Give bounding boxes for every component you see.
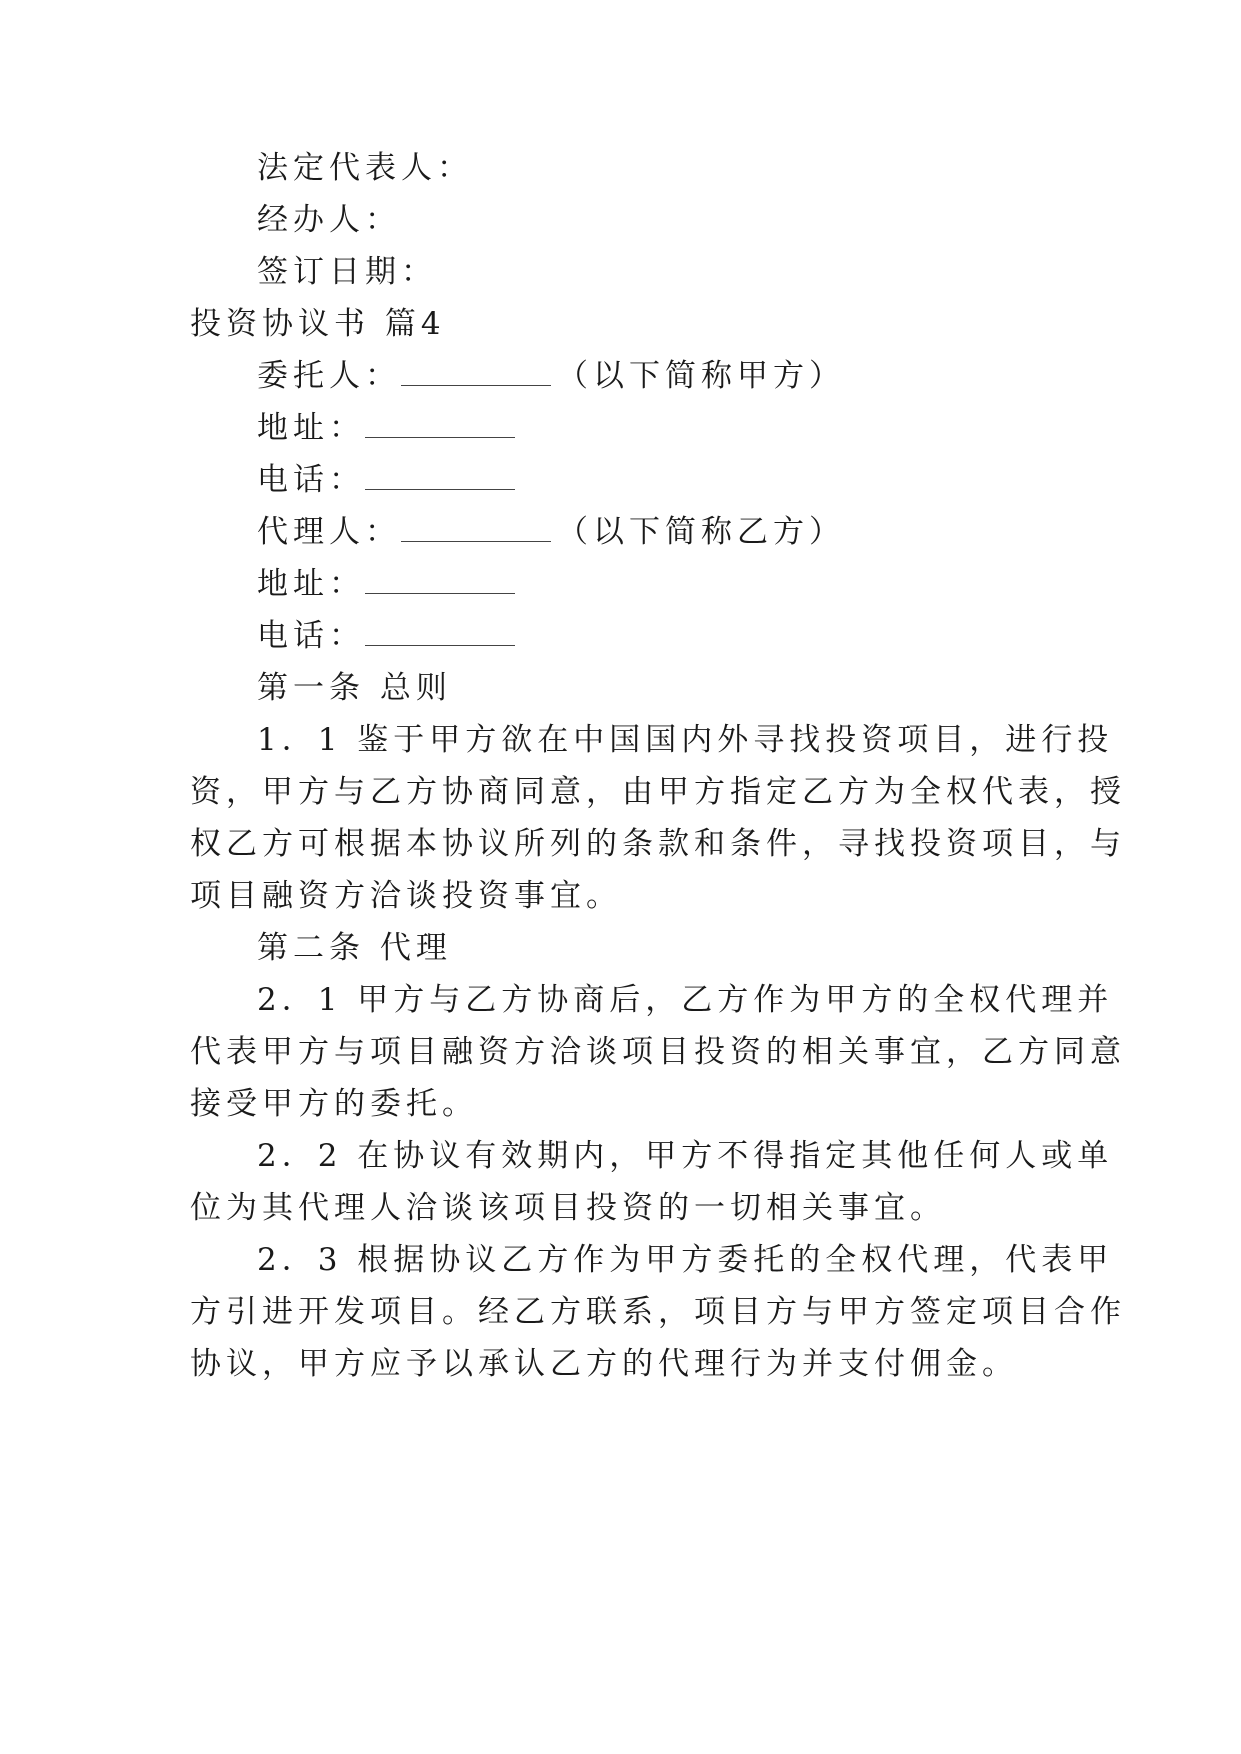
agent-phone-blank: [365, 619, 515, 646]
clause-2-2-line: 2．2 在协议有效期内，甲方不得指定其他任何人或单: [257, 1138, 1114, 1174]
signing-date-line: 签订日期：: [257, 254, 437, 290]
clause-2-1-line: 接受甲方的委托。: [190, 1086, 478, 1122]
handler-line: 经办人：: [257, 202, 401, 238]
agent-address-blank: [365, 567, 515, 594]
article1-line: 权乙方可根据本协议所列的条款和条件，寻找投资项目，与: [190, 826, 1126, 862]
agent-phone-label: 电话：: [257, 618, 365, 654]
principal-phone-label: 电话：: [257, 462, 365, 498]
legal-representative-line: 法定代表人：: [257, 150, 473, 186]
section-title: 投资协议书 篇4: [190, 306, 446, 342]
article1-line: 资，甲方与乙方协商同意，由甲方指定乙方为全权代表，授: [190, 774, 1126, 810]
agent-suffix: （以下简称乙方）: [557, 514, 845, 550]
principal-suffix: （以下简称甲方）: [557, 358, 845, 394]
principal-address-line: [0, 408, 1241, 448]
principal-address-blank: [365, 411, 515, 438]
principal-line: [0, 356, 1241, 396]
clause-2-1-line: 代表甲方与项目融资方洽谈项目投资的相关事宜，乙方同意: [190, 1034, 1126, 1070]
clause-2-1-line: 2．1 甲方与乙方协商后，乙方作为甲方的全权代理并: [257, 982, 1114, 1018]
principal-address-label: 地址：: [257, 410, 365, 446]
agent-address-line: [0, 564, 1241, 604]
principal-label: 委托人：: [257, 358, 401, 394]
clause-2-3-line: 2．3 根据协议乙方作为甲方委托的全权代理，代表甲: [257, 1242, 1114, 1278]
clause-2-3-line: 方引进开发项目。经乙方联系，项目方与甲方签定项目合作: [190, 1294, 1126, 1330]
article1-heading: 第一条 总则: [257, 670, 452, 706]
agent-address-label: 地址：: [257, 566, 365, 602]
principal-phone-blank: [365, 463, 515, 490]
principal-phone-line: [0, 460, 1241, 500]
agent-blank: [401, 515, 551, 542]
agent-phone-line: [0, 616, 1241, 656]
article1-line: 1．1 鉴于甲方欲在中国国内外寻找投资项目，进行投: [257, 722, 1114, 758]
clause-2-3-line: 协议，甲方应予以承认乙方的代理行为并支付佣金。: [190, 1346, 1018, 1382]
article1-line: 项目融资方洽谈投资事宜。: [190, 878, 622, 914]
agent-line: [0, 512, 1241, 552]
principal-blank: [401, 359, 551, 386]
clause-2-2-line: 位为其代理人洽谈该项目投资的一切相关事宜。: [190, 1190, 946, 1226]
article2-heading: 第二条 代理: [257, 930, 452, 966]
agent-label: 代理人：: [257, 514, 401, 550]
